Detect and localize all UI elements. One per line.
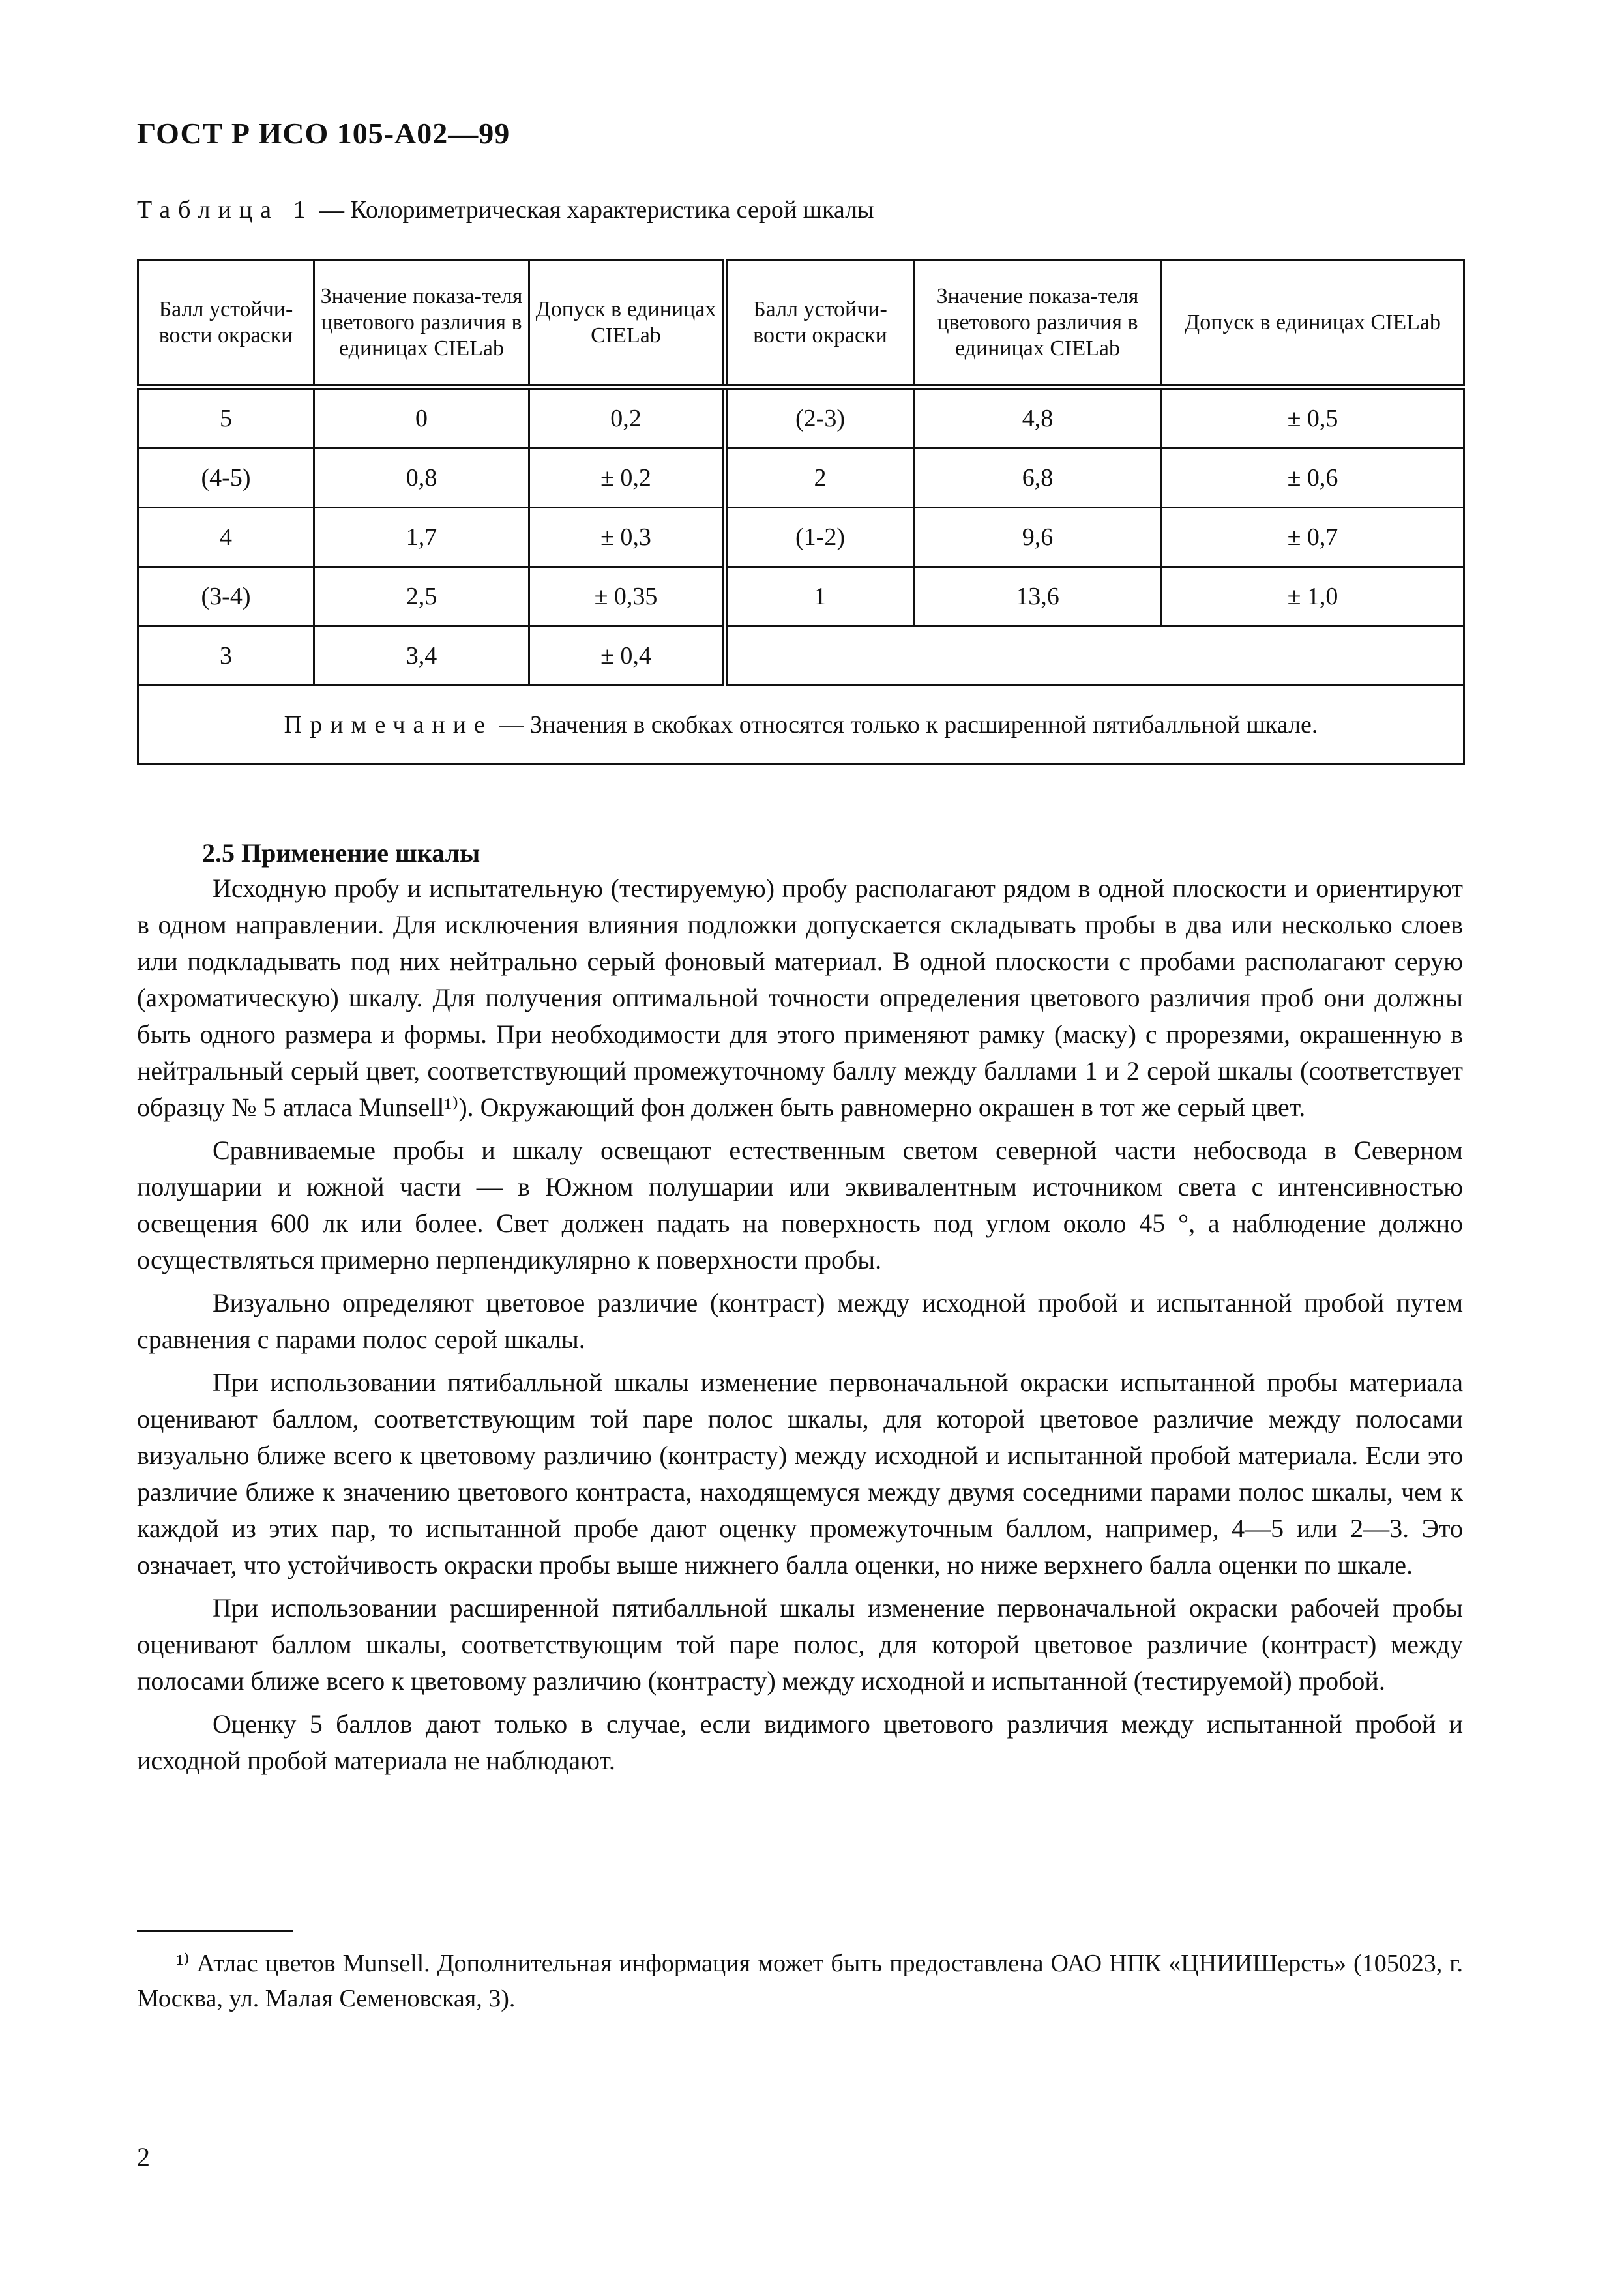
table-cell: ± 0,7 xyxy=(1162,508,1464,567)
table-cell: ± 0,2 xyxy=(529,448,725,508)
table-cell: ± 0,3 xyxy=(529,508,725,567)
table-cell: (3-4) xyxy=(138,567,314,626)
table-header-cell: Балл устойчи-вости окраски xyxy=(138,261,314,387)
table-caption-label: Таблица 1 xyxy=(137,196,314,224)
paragraph: Визуально определяют цветовое различие (контраст) между исходной пробой и испытанной пробой путем сравнения с парами полос серой шкалы. xyxy=(137,1288,1463,1354)
table-cell: 0,2 xyxy=(529,387,725,448)
table-cell: 13,6 xyxy=(914,567,1162,626)
table-cell: 4 xyxy=(138,508,314,567)
table-header-row xyxy=(138,261,1464,387)
table-cell: 0,8 xyxy=(314,448,529,508)
table-note-label: Примечание xyxy=(284,711,493,739)
table-cell: 3,4 xyxy=(314,626,529,686)
table-note xyxy=(138,686,1464,765)
section-title: 2.5 Применение шкалы xyxy=(202,838,480,868)
table-cell: 3 xyxy=(138,626,314,686)
table-cell: 2 xyxy=(725,448,914,508)
table-header-cell: Допуск в единицах CIELab xyxy=(529,261,725,387)
paragraph: Исходную пробу и испытательную (тестируемую) пробу располагают рядом в одной плоскости и ориентируют в одном направлении. Для исключения влияния подложки допускается складывать пробы в два или несколько слоев или подкладывать под них нейтрально серый фоновый материал. В одной плоскости с пробами располагают серую (ахроматическую) шкалу. Для получения оптимальной точности определения цветового различия проб они должны быть одного размера и формы. При необходимости для этого применяют рамку (маску) с прорезями, окрашенную в нейтральный серый цвет, соответствующий промежуточному баллу между баллами 1 и 2 серой шкалы (соответствует образцу № 5 атласа Munsell¹⁾). Окружающий фон должен быть равномерно окрашен в тот же серый цвет. xyxy=(137,874,1463,1122)
table-row xyxy=(138,567,1464,626)
table-cell: 0 xyxy=(314,387,529,448)
table-caption xyxy=(137,196,874,224)
table-cell: 6,8 xyxy=(914,448,1162,508)
table-row xyxy=(138,508,1464,567)
paragraph: При использовании пятибалльной шкалы изменение первоначальной окраски испытанной пробы материала оценивают баллом, соответствующим той паре полос шкалы, для которой цветовое различие между полосами визуально ближе всего к цветовому различию (контрасту) между исходной и испытанной пробой материала. Если это различие ближе к значению цветового контраста, находящемуся между двумя соседними парами полос шкалы, чем к каждой из этих пар, то испытанной пробе дают оценку промежуточным баллом, например, 4—5 или 2—3. Это означает, что устойчивость окраски пробы выше нижнего балла оценки, но ниже верхнего балла оценки по шкале. xyxy=(137,1368,1463,1579)
table-note-text: — Значения в скобках относятся только к расширенной пятибалльной шкале. xyxy=(492,711,1318,739)
paragraph: Оценку 5 баллов дают только в случае, если видимого цветового различия между испытанной пробой и исходной пробой материала не наблюдают. xyxy=(137,1709,1463,1775)
table-cell: 4,8 xyxy=(914,387,1162,448)
table-cell: 1 xyxy=(725,567,914,626)
colorimetric-table xyxy=(137,259,1465,765)
page-number: 2 xyxy=(137,2142,150,2171)
table-header-cell: Значение показа-теля цветового различия в единицах CIELab xyxy=(314,261,529,387)
table-header-cell: Допуск в единицах CIELab xyxy=(1162,261,1464,387)
table-cell: ± 0,35 xyxy=(529,567,725,626)
table-cell: (2-3) xyxy=(725,387,914,448)
footnote: ¹⁾ Атлас цветов Munsell. Дополнительная информация может быть предоставлена ОАО НПК «ЦНИИШерсть» (105023, г. Москва, ул. Малая Семеновская, 3). xyxy=(137,1950,1463,2012)
table-cell: ± 0,6 xyxy=(1162,448,1464,508)
table-header-cell: Балл устойчи-вости окраски xyxy=(725,261,914,387)
table-row xyxy=(138,626,1464,686)
footnote-divider xyxy=(137,1930,293,1932)
table-cell: (1-2) xyxy=(725,508,914,567)
table-header-cell: Значение показа-теля цветового различия в единицах CIELab xyxy=(914,261,1162,387)
paragraph: При использовании расширенной пятибалльной шкалы изменение первоначальной окраски рабочей пробы оценивают баллом шкалы, соответствующим той паре полос, для которой цветовое различие (контраст) между полосами ближе всего к цветовому различию (контрасту) между исходной и испытанной (тестируемой) пробой. xyxy=(137,1593,1463,1696)
table-cell: 2,5 xyxy=(314,567,529,626)
paragraph: Сравниваемые пробы и шкалу освещают естественным светом северной части небосвода в Северном полушарии и южной части — в Южном полушарии или эквивалентным источником света с интенсивностью освещения 600 лк или более. Свет должен падать на поверхность под углом около 45 °, а наблюдение должно осуществляться примерно перпендикулярно к поверхности пробы. xyxy=(137,1136,1463,1274)
table-empty-cell xyxy=(725,626,1464,686)
table-cell: ± 1,0 xyxy=(1162,567,1464,626)
table-note-row xyxy=(138,686,1464,765)
table-cell: 5 xyxy=(138,387,314,448)
table-cell: ± 0,5 xyxy=(1162,387,1464,448)
section-body xyxy=(137,870,1463,1785)
table-cell: ± 0,4 xyxy=(529,626,725,686)
table-cell: 1,7 xyxy=(314,508,529,567)
table-row xyxy=(138,387,1464,448)
table-cell: (4-5) xyxy=(138,448,314,508)
table-cell: 9,6 xyxy=(914,508,1162,567)
document-header: ГОСТ Р ИСО 105-А02—99 xyxy=(137,117,510,150)
table-row xyxy=(138,448,1464,508)
table-caption-text: — Колориметрическая характеристика серой шкалы xyxy=(313,196,874,224)
